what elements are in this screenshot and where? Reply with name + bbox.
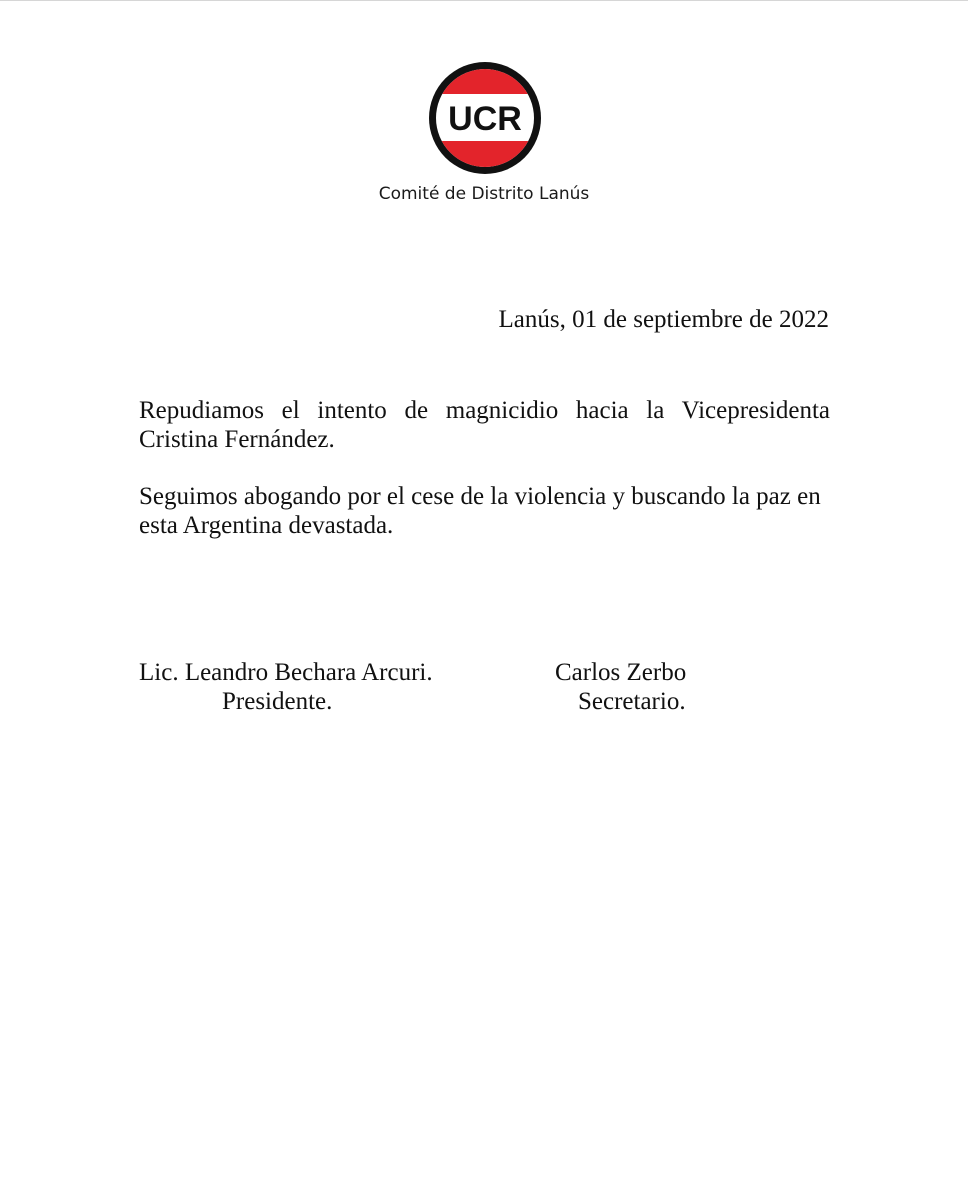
letter-date: Lanús, 01 de septiembre de 2022 (498, 306, 829, 333)
top-border (0, 0, 968, 1)
signatory-secretary-role: Secretario. (578, 688, 686, 715)
signatory-president-name: Lic. Leandro Bechara Arcuri. (139, 659, 433, 686)
logo-text: UCR (448, 100, 522, 138)
paragraph-peace: Seguimos abogando por el cese de la violencia y buscando la paz en esta Argentina devastada. (139, 483, 821, 539)
signatory-secretary-name: Carlos Zerbo (555, 659, 687, 686)
ucr-logo (427, 60, 543, 176)
paragraph-repudiation: Repudiamos el intento de magnicidio hacia la Vicepresidenta Cristina Fernández. (139, 397, 830, 453)
committee-name: Comité de Distrito Lanús (378, 184, 590, 204)
signatory-president-role: Presidente. (222, 688, 333, 715)
